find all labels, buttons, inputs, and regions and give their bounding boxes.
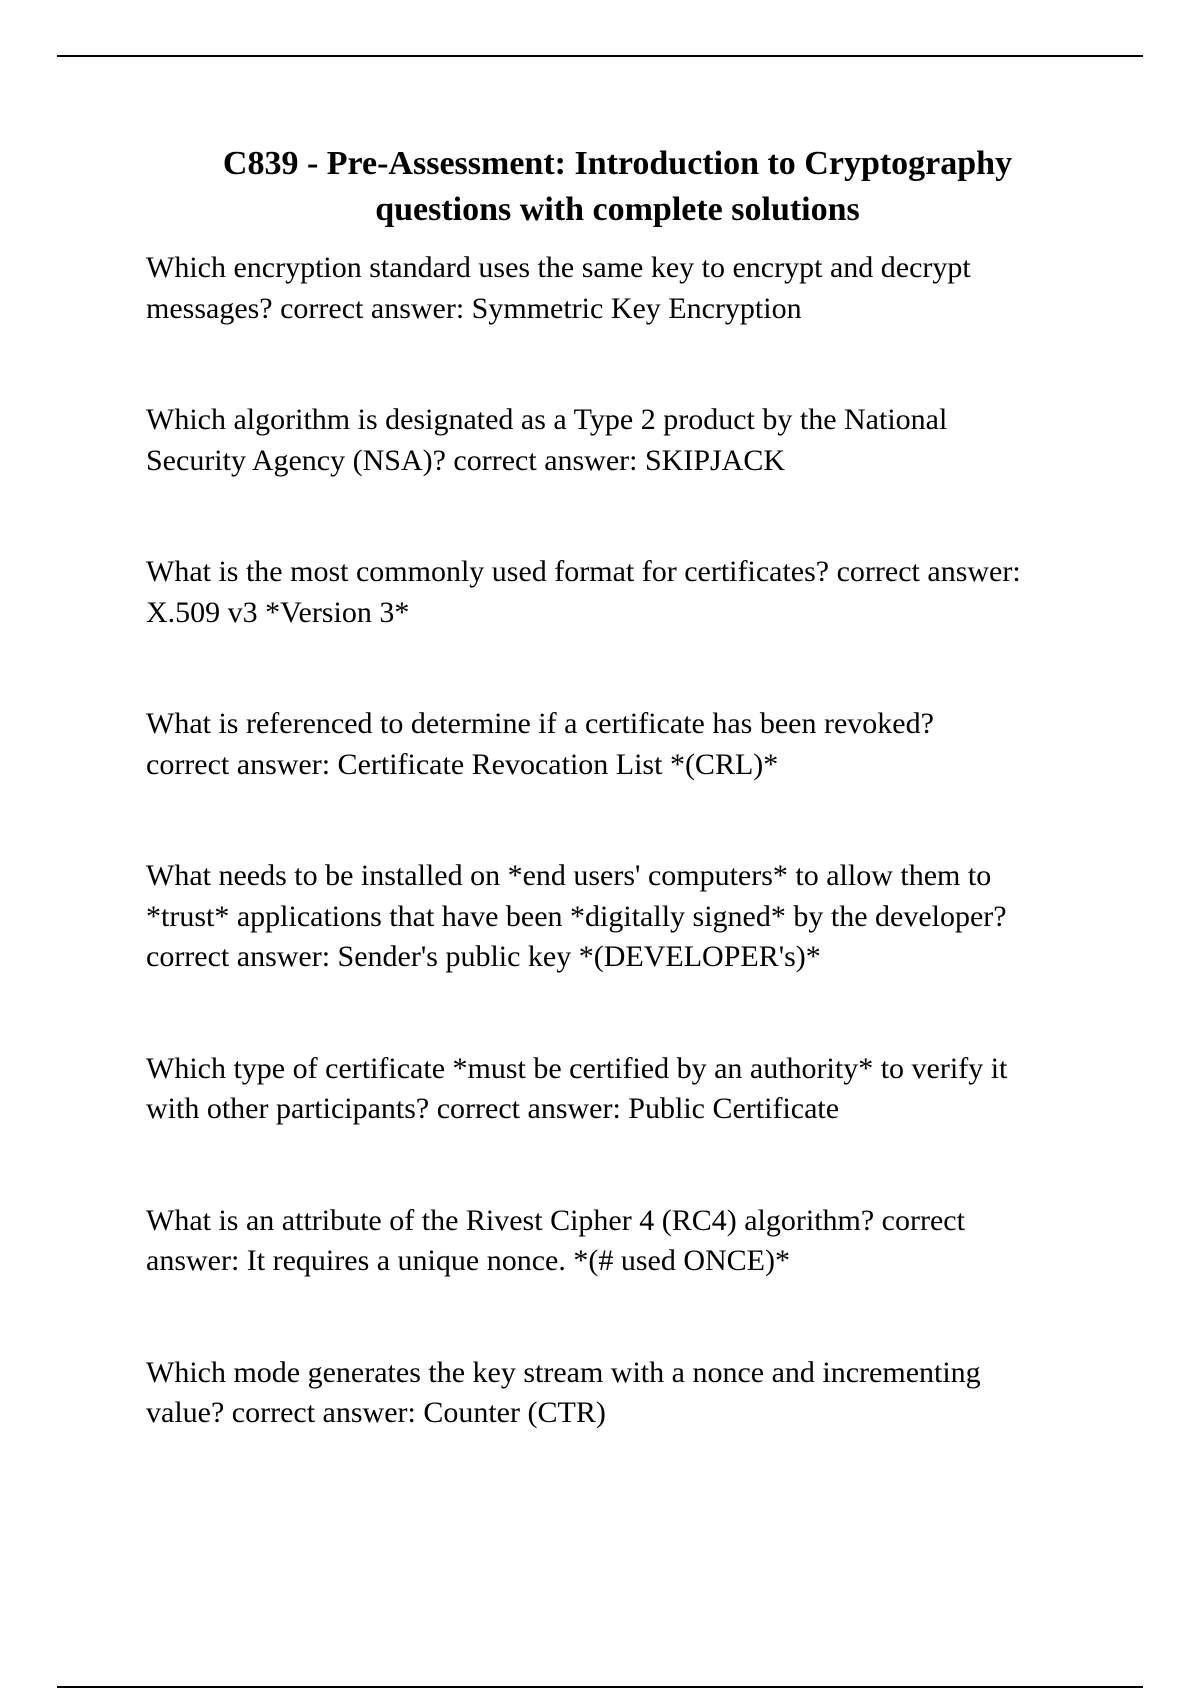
title-line-1: C839 - Pre-Assessment: Introduction to Cryptography <box>222 145 1013 182</box>
qa-item: Which type of certificate *must be certified by an authority* to verify it with other participants? correct answer: Public Certificate <box>146 1051 1008 1125</box>
qa-item: What is an attribute of the Rivest Cipher 4 (RC4) algorithm? correct answer: It requires a unique nonce. *(# used ONCE)* <box>146 1203 965 1277</box>
qa-item: Which mode generates the key stream with a nonce and incrementing value? correct answer: Counter (CTR) <box>146 1355 981 1429</box>
page-title <box>120 141 1115 233</box>
qa-item: Which algorithm is designated as a Type 2 product by the National Security Agency (NSA)? correct answer: SKIPJACK <box>146 403 948 477</box>
qa-item: What is referenced to determine if a certificate has been revoked? correct answer: Certificate Revocation List *(CRL)* <box>146 707 934 781</box>
qa-list <box>146 248 1106 1505</box>
qa-item: Which encryption standard uses the same key to encrypt and decrypt messages? correct answer: Symmetric Key Encryption <box>146 251 971 325</box>
title-line-2: questions with complete solutions <box>375 191 860 228</box>
bottom-rule <box>57 1686 1143 1688</box>
qa-item: What is the most commonly used format for certificates? correct answer: X.509 v3 *Version 3* <box>146 555 1021 629</box>
qa-item: What needs to be installed on *end users' computers* to allow them to *trust* applications that have been *digitally signed* by the developer? correct answer: Sender's public key *(DEVELOPER's)* <box>146 859 1007 973</box>
top-rule <box>57 55 1143 57</box>
